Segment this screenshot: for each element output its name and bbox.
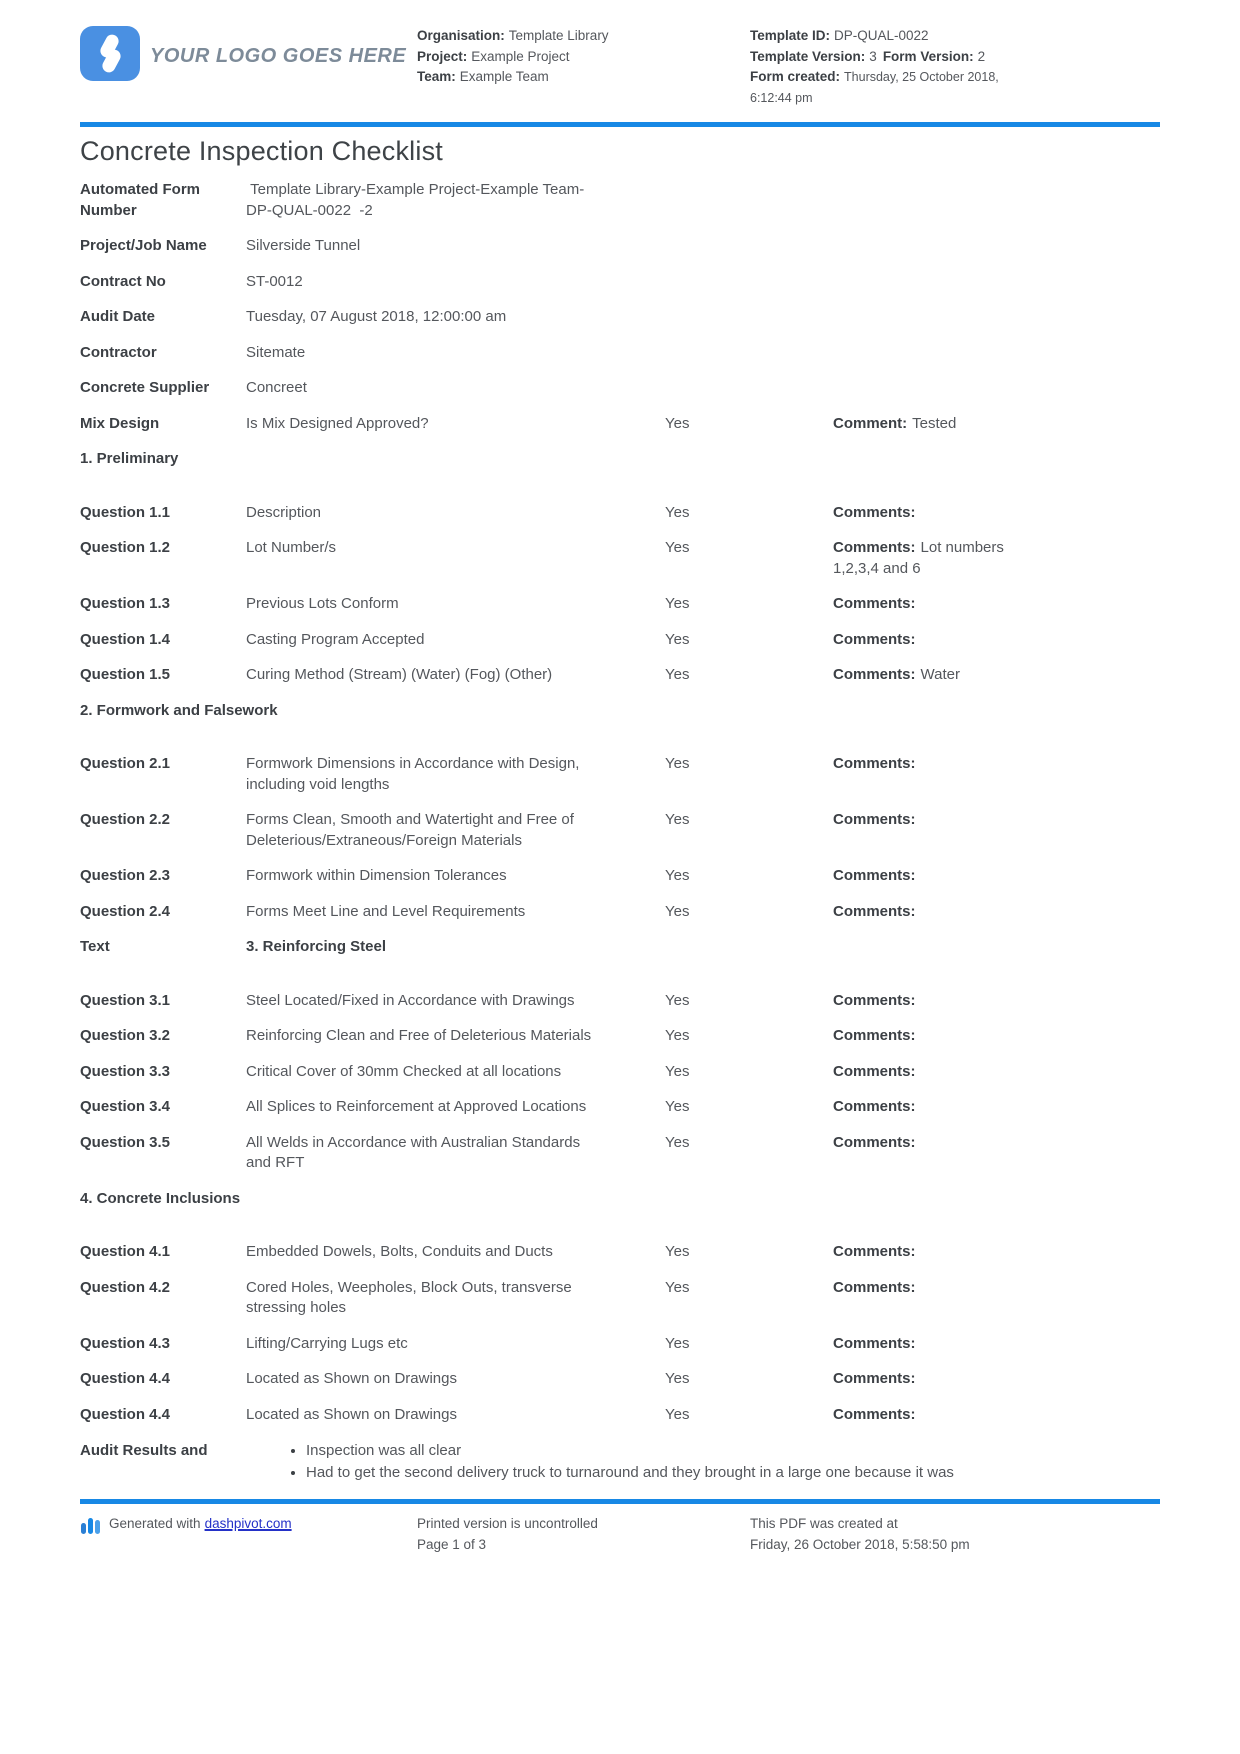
row-question-text: Forms Meet Line and Level Requirements (246, 902, 526, 920)
row-answer: Yes (665, 414, 690, 432)
row-answer: Yes (665, 1334, 690, 1352)
row-comment (833, 1278, 1028, 1319)
checklist-row (80, 991, 1160, 1012)
row-question-text: Located as Shown on Drawings (246, 1370, 457, 1387)
row-question-text: All Welds in Accordance with Australian Standards and RFT (246, 1133, 585, 1171)
row-answer (665, 272, 833, 293)
logo-placeholder-text: YOUR LOGO GOES HERE (150, 44, 407, 67)
row-label: Question 4.4 (80, 1405, 171, 1423)
printed-version-text: Printed version is uncontrolled (417, 1516, 598, 1531)
row-comment (833, 754, 1028, 795)
row-answer: Yes (665, 1370, 690, 1387)
checklist-row (80, 1097, 1160, 1118)
row-comment (833, 937, 1028, 958)
header-divider (80, 122, 1160, 127)
footer-printed-block (417, 1513, 750, 1555)
audit-results-label: Audit Results and (80, 1442, 208, 1459)
row-comment (833, 1062, 1028, 1083)
audit-results-list (246, 1440, 1160, 1484)
row-comment-label: Comments: (833, 539, 916, 556)
row-comment (833, 1405, 1028, 1426)
template-version-label: Template Version: (750, 48, 866, 64)
template-id-line (750, 26, 1040, 47)
row-question-text: Sitemate (246, 343, 306, 361)
row-answer (665, 378, 833, 399)
checklist-row (80, 810, 1160, 851)
row-comment (833, 866, 1028, 887)
row-answer: Yes (665, 503, 690, 521)
row-label: Question 3.3 (80, 1062, 171, 1080)
row-comment (833, 1133, 1028, 1174)
organisation-value: Template Library (508, 28, 609, 43)
row-comment-value: Water (920, 666, 960, 683)
row-comment-label: Comments: (833, 902, 916, 920)
row-question-text: ST-0012 (246, 272, 303, 290)
checklist-row (80, 272, 1160, 293)
row-answer (665, 937, 833, 958)
row-label: Text (80, 938, 110, 955)
row-comment-label: Comments: (833, 1098, 916, 1115)
header-org-block (417, 26, 750, 88)
section-title: 1. Preliminary (80, 450, 179, 467)
row-answer: Yes (665, 1405, 690, 1423)
dashpivot-link[interactable]: dashpivot.com (204, 1516, 292, 1531)
row-comment-label: Comment: (833, 414, 908, 432)
row-label: Automated Form Number (80, 181, 200, 219)
checklist-row (80, 1026, 1160, 1047)
checklist-row (80, 1062, 1160, 1083)
organisation-line (417, 26, 750, 47)
section-header-row (80, 701, 1160, 722)
row-answer: Yes (665, 902, 690, 920)
row-answer: Yes (665, 1243, 690, 1260)
page-title: Concrete Inspection Checklist (80, 136, 443, 166)
row-question-text: Lot Number/s (246, 539, 337, 556)
row-question-text: Tuesday, 07 August 2018, 12:00:00 am (246, 308, 507, 325)
row-comment-label: Comments: (833, 1278, 916, 1296)
page-footer (80, 1504, 1160, 1555)
row-question-text: Casting Program Accepted (246, 630, 425, 648)
row-label: Question 1.4 (80, 630, 171, 648)
row-label: Question 2.3 (80, 867, 171, 884)
checklist-row (80, 180, 1160, 221)
row-answer: Yes (665, 539, 690, 556)
project-label: Project: (417, 48, 468, 64)
row-answer (665, 343, 833, 364)
row-comment-label: Comments: (833, 867, 916, 884)
row-comment-label: Comments: (833, 1243, 916, 1260)
row-comment (833, 1026, 1028, 1047)
row-answer: Yes (665, 595, 690, 612)
checklist-row (80, 1369, 1160, 1390)
row-answer: Yes (665, 666, 690, 683)
row-question-text: Embedded Dowels, Bolts, Conduits and Ducts (246, 1243, 553, 1260)
row-answer: Yes (665, 755, 690, 772)
section-title: 2. Formwork and Falsework (80, 701, 278, 719)
row-label: Question 2.2 (80, 811, 171, 828)
checklist-row (80, 594, 1160, 615)
row-label: Question 2.4 (80, 902, 171, 920)
row-label: Question 1.3 (80, 595, 171, 612)
row-label: Question 1.1 (80, 503, 171, 521)
row-comment (833, 414, 1028, 435)
row-label: Question 3.5 (80, 1133, 171, 1151)
row-comment-label: Comments: (833, 755, 916, 772)
row-comment-value: Lot numbers 1,2,3,4 and 6 (833, 539, 1004, 577)
row-question-text: Is Mix Designed Approved? (246, 414, 429, 432)
row-comment (833, 343, 1028, 364)
row-question-text: All Splices to Reinforcement at Approved Locations (246, 1098, 587, 1115)
row-comment (833, 1369, 1028, 1390)
row-comment (833, 810, 1028, 851)
project-value: Example Project (471, 48, 570, 64)
checklist-row (80, 1133, 1160, 1174)
row-answer: Yes (665, 867, 690, 884)
row-question-text: Steel Located/Fixed in Accordance with Drawings (246, 991, 575, 1009)
footer-generated (80, 1513, 417, 1555)
row-comment (833, 538, 1028, 579)
checklist-row (80, 307, 1160, 328)
row-comment (833, 991, 1028, 1012)
row-label: Question 4.2 (80, 1278, 171, 1296)
checklist-row (80, 866, 1160, 887)
row-comment (833, 180, 1028, 221)
row-label: Mix Design (80, 414, 160, 432)
row-label: Question 4.4 (80, 1370, 171, 1387)
row-answer: Yes (665, 991, 690, 1009)
team-value: Example Team (459, 69, 549, 84)
row-question-text: Reinforcing Clean and Free of Deleterious Materials (246, 1027, 592, 1044)
row-comment (833, 1097, 1028, 1118)
row-question-text: Located as Shown on Drawings (246, 1405, 457, 1423)
form-version-label: Form Version: (882, 48, 974, 64)
row-comment (833, 1242, 1028, 1263)
row-comment-label: Comments: (833, 1405, 916, 1423)
row-comment-label: Comments: (833, 1062, 916, 1080)
row-question-text: Lifting/Carrying Lugs etc (246, 1334, 408, 1352)
row-comment-label: Comments: (833, 811, 916, 828)
row-comment-label: Comments: (833, 1027, 916, 1044)
audit-bullet: • Inspection was all clear (306, 1440, 1160, 1461)
organisation-label: Organisation: (417, 28, 505, 43)
row-question-text: Cored Holes, Weepholes, Block Outs, transverse stressing holes (246, 1278, 576, 1316)
row-label: Question 1.2 (80, 539, 171, 556)
row-answer: Yes (665, 1062, 690, 1080)
checklist-row (80, 414, 1160, 435)
row-answer: Yes (665, 1278, 690, 1296)
row-comment (833, 272, 1028, 293)
form-created-line (750, 67, 1040, 108)
row-question-text: Silverside Tunnel (246, 237, 361, 254)
row-answer: Yes (665, 811, 690, 828)
checklist-row (80, 937, 1160, 958)
row-label: Audit Date (80, 308, 155, 325)
row-label: Contractor (80, 343, 157, 361)
section-header-row (80, 449, 1160, 470)
bar-chart-icon (80, 1513, 102, 1541)
checklist-row (80, 378, 1160, 399)
row-label: Question 3.2 (80, 1027, 171, 1044)
row-label: Question 3.1 (80, 991, 171, 1009)
row-answer: Yes (665, 1133, 690, 1151)
row-label: Question 1.5 (80, 666, 171, 683)
page-number-text: Page 1 of 3 (417, 1537, 487, 1552)
row-question-text: Critical Cover of 30mm Checked at all locations (246, 1062, 562, 1080)
row-question-text: Previous Lots Conform (246, 595, 399, 612)
checklist-body (80, 180, 1160, 1425)
row-comment-label: Comments: (833, 503, 916, 521)
page-header (80, 26, 1160, 108)
checklist-row (80, 1278, 1160, 1319)
row-question-text: 3. Reinforcing Steel (246, 938, 387, 955)
audit-results-row (80, 1440, 1160, 1484)
row-question-text: Formwork Dimensions in Accordance with Design, including void lengths (246, 755, 584, 793)
row-comment (833, 236, 1028, 257)
row-label: Contract No (80, 272, 166, 290)
row-question-text: Template Library-Example Project-Example Team-DP-QUAL-0022 -2 (246, 181, 585, 219)
checklist-row (80, 1334, 1160, 1355)
logo-icon (80, 26, 140, 86)
section-title: 4. Concrete Inclusions (80, 1189, 241, 1207)
row-comment-label: Comments: (833, 1133, 916, 1151)
pdf-created-date: Friday, 26 October 2018, 5:58:50 pm (750, 1537, 970, 1552)
form-created-label: Form created: (750, 69, 841, 84)
row-comment-label: Comments: (833, 1334, 916, 1352)
checklist-row (80, 343, 1160, 364)
audit-bullet: • Had to get the second delivery truck to turnaround and they brought in a large one because it was (306, 1462, 1160, 1483)
row-answer: Yes (665, 1027, 690, 1044)
checklist-row (80, 1242, 1160, 1263)
row-comment (833, 1334, 1028, 1355)
pdf-created-text: This PDF was created at (750, 1516, 898, 1531)
section-header-row (80, 1189, 1160, 1210)
footer-created-block (750, 1513, 1160, 1555)
row-comment-label: Comments: (833, 595, 916, 612)
row-question-text: Curing Method (Stream) (Water) (Fog) (Other) (246, 666, 553, 683)
row-comment (833, 378, 1028, 399)
row-label: Question 4.3 (80, 1334, 171, 1352)
row-comment-label: Comments: (833, 666, 916, 683)
row-question-text: Concreet (246, 379, 307, 396)
header-template-block (750, 26, 1040, 108)
row-comment (833, 665, 1028, 686)
checklist-row (80, 902, 1160, 923)
checklist-row (80, 503, 1160, 524)
row-comment (833, 307, 1028, 328)
template-version-value: 3 (869, 48, 877, 64)
form-created-value: Thursday, 25 October 2018, 6:12:44 pm (750, 70, 999, 105)
row-answer (665, 307, 833, 328)
row-question-text: Formwork within Dimension Tolerances (246, 867, 507, 884)
checklist-row (80, 754, 1160, 795)
project-line (417, 47, 750, 68)
row-label: Question 2.1 (80, 755, 171, 772)
row-label: Concrete Supplier (80, 379, 210, 396)
row-label: Question 4.1 (80, 1243, 171, 1260)
row-answer: Yes (665, 630, 690, 648)
row-comment (833, 902, 1028, 923)
row-answer: Yes (665, 1098, 690, 1115)
team-line (417, 67, 750, 88)
row-question-text: Forms Clean, Smooth and Watertight and Free of Deleterious/Extraneous/Foreign Materials (246, 811, 579, 849)
row-answer (665, 236, 833, 257)
row-comment-label: Comments: (833, 991, 916, 1009)
row-comment (833, 630, 1028, 651)
row-label: Question 3.4 (80, 1098, 171, 1115)
row-label: Project/Job Name (80, 237, 207, 254)
checklist-row (80, 538, 1160, 579)
row-comment (833, 503, 1028, 524)
team-label: Team: (417, 69, 456, 84)
row-comment-value: Tested (912, 414, 957, 432)
checklist-row (80, 1405, 1160, 1426)
checklist-row (80, 236, 1160, 257)
logo (80, 26, 417, 86)
generated-prefix: Generated with (109, 1516, 201, 1531)
versions-line (750, 47, 1040, 68)
row-question-text: Description (246, 503, 322, 521)
row-comment-label: Comments: (833, 630, 916, 648)
checklist-row (80, 665, 1160, 686)
checklist-row (80, 630, 1160, 651)
row-comment-label: Comments: (833, 1370, 916, 1387)
template-id-value: DP-QUAL-0022 (834, 28, 929, 43)
template-id-label: Template ID: (750, 28, 831, 43)
row-comment (833, 594, 1028, 615)
row-answer (665, 180, 833, 221)
form-version-value: 2 (977, 48, 986, 64)
generated-with-text (109, 1513, 292, 1534)
